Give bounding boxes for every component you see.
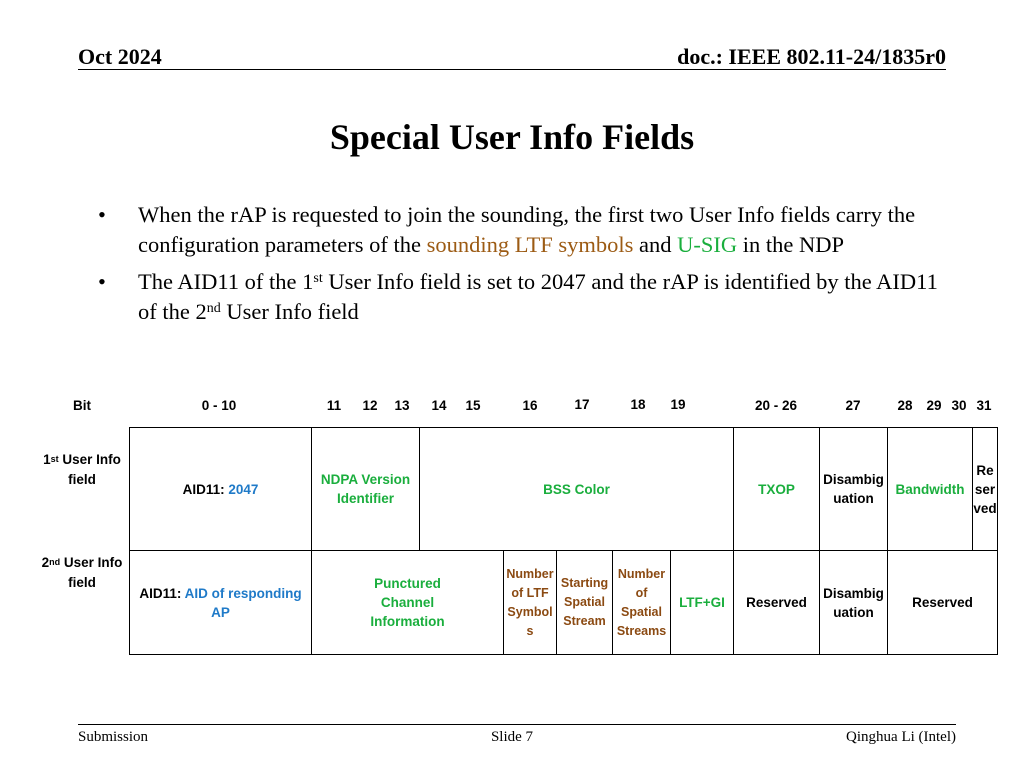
- row-label-post: User Info field: [60, 555, 123, 590]
- bit-label: 27: [845, 398, 861, 413]
- aid-value: AID of responding AP: [184, 585, 302, 620]
- header-doc-id: doc.: IEEE 802.11-24/1835r0: [677, 44, 946, 69]
- slide-title: Special User Info Fields: [329, 117, 695, 157]
- bullet-text: When the rAP is requested to join the sounding, the first two User Info fields carry the configuration parameters of the: [138, 202, 916, 257]
- cell-aid11-r2: [129, 550, 312, 655]
- cell-disambiguation-r2: Disambiguation: [819, 550, 888, 655]
- bit-label: 17: [574, 397, 590, 412]
- bullet-text: The AID11 of the 1: [138, 269, 314, 294]
- cell-starting-spatial-stream: Starting Spatial Stream: [556, 550, 613, 655]
- bullet-dot: •: [98, 202, 106, 227]
- cell-bss-color: BSS Color: [419, 427, 734, 551]
- bit-label: 14: [431, 398, 447, 413]
- header-date: Oct 2024: [78, 44, 162, 69]
- bullet-text: and: [633, 232, 678, 257]
- bit-label: 20 - 26: [754, 398, 798, 413]
- bit-label: 16: [522, 398, 538, 413]
- aid-prefix: AID11:: [182, 481, 229, 497]
- row-label-sup: nd: [49, 557, 61, 567]
- bit-label: 19: [670, 397, 686, 412]
- bullet-text: User Info field: [220, 299, 359, 324]
- bullet-text: in the NDP: [737, 232, 844, 257]
- header-rule: [78, 69, 946, 70]
- bullet-sup: st: [313, 271, 323, 286]
- aid-value: 2047: [228, 481, 259, 497]
- aid-prefix: AID11:: [139, 585, 185, 601]
- row-label-2nd: [30, 553, 134, 593]
- cell-punctured-channel: Punctured Channel Information: [311, 550, 504, 655]
- row-label-post: User Info field: [58, 452, 121, 487]
- bit-label: 11: [326, 398, 342, 413]
- bullet-sup: nd: [206, 301, 221, 316]
- bullet-highlight-ltf: sounding LTF symbols: [426, 232, 634, 257]
- bit-label: 31: [976, 398, 992, 413]
- footer-submission: Submission: [78, 729, 149, 745]
- row-label-1st: [30, 450, 134, 490]
- cell-num-spatial-streams: Number of Spatial Streams: [612, 550, 671, 655]
- cell-bandwidth: Bandwidth: [887, 427, 973, 551]
- cell-reserved-r2b: Reserved: [887, 550, 998, 655]
- footer-author: Qinghua Li (Intel): [846, 729, 956, 745]
- cell-disambiguation-r1: Disambiguation: [819, 427, 888, 551]
- bit-label: 12: [362, 398, 378, 413]
- bullet-dot: •: [98, 269, 106, 294]
- bullet-list: [98, 200, 948, 334]
- bit-label: 15: [465, 398, 481, 413]
- bullet-item: [98, 200, 948, 260]
- row-label-pre: 2: [41, 555, 50, 570]
- cell-num-ltf-symbols: Number of LTF Symbols: [503, 550, 557, 655]
- bullet-item: [98, 267, 948, 327]
- cell-reserved-r1: Reserved: [972, 427, 998, 551]
- bullet-highlight-usig: U-SIG: [677, 232, 738, 257]
- row-label-sup: st: [50, 454, 59, 464]
- cell-reserved-r2a: Reserved: [733, 550, 820, 655]
- bit-label: 18: [630, 397, 646, 412]
- bit-label: 0 - 10: [201, 398, 237, 413]
- cell-txop: TXOP: [733, 427, 820, 551]
- cell-ltf-gi: LTF+GI: [670, 550, 734, 655]
- bullet-text: User Info field is set to 2047 and the rAP is identified by the AID11 of the 2: [138, 269, 938, 324]
- row-label-pre: 1: [43, 452, 51, 467]
- cell-aid11-r1: [129, 427, 312, 551]
- bit-label: 28: [897, 398, 913, 413]
- bit-label: 29: [926, 398, 942, 413]
- bit-label: 30: [951, 398, 967, 413]
- cell-ndpa-version: NDPA Version Identifier: [311, 427, 420, 551]
- bit-label: 13: [394, 398, 410, 413]
- footer-slide-number: Slide 7: [490, 729, 534, 745]
- bit-header: Bit: [73, 398, 91, 413]
- footer-rule: [78, 724, 956, 725]
